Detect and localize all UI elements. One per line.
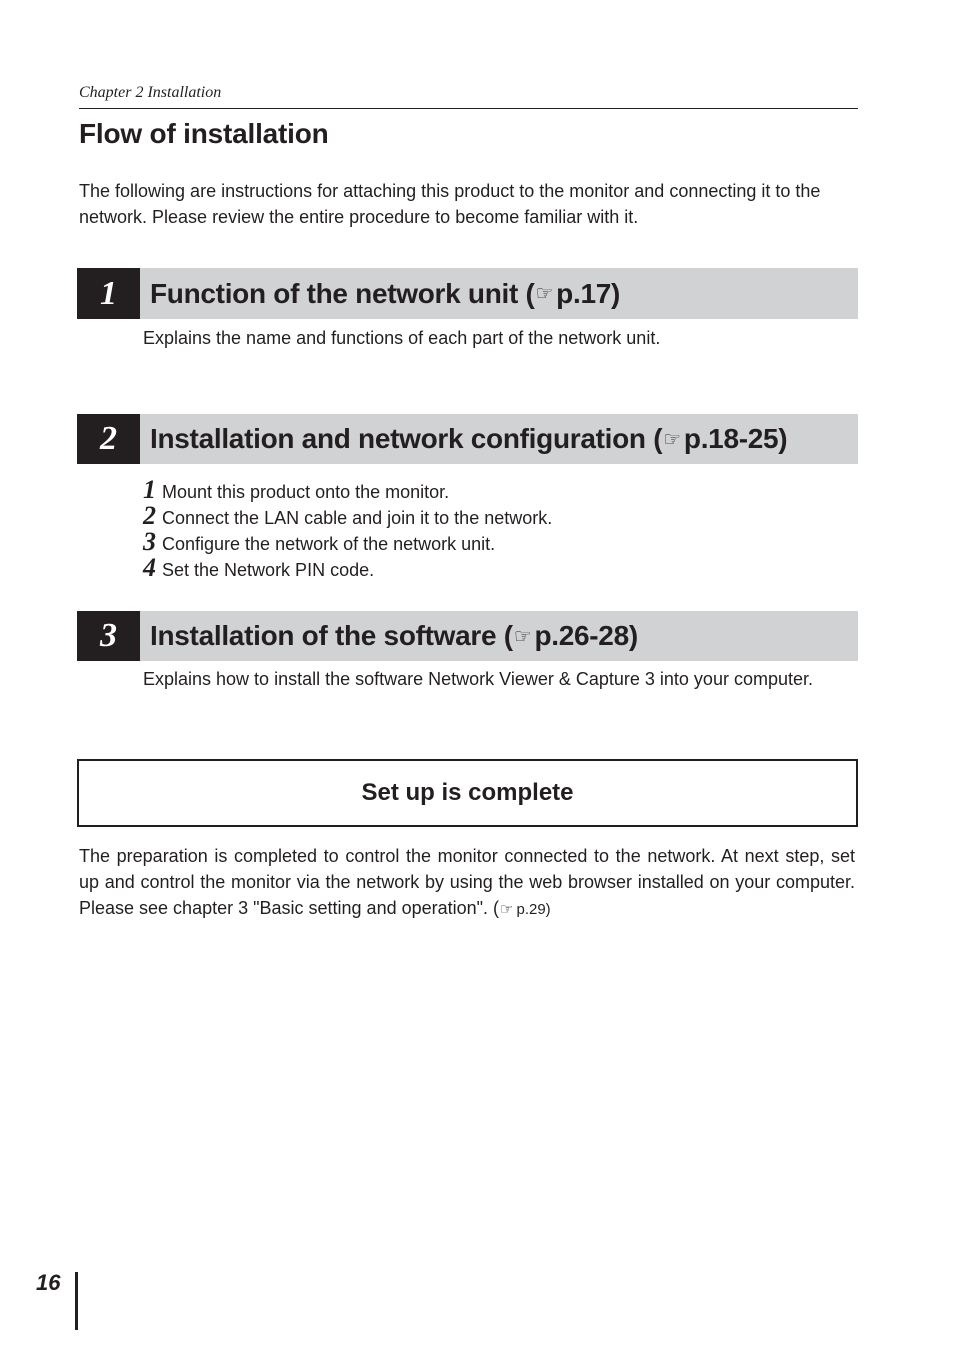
section-3-title <box>150 611 638 661</box>
list-item <box>143 475 552 504</box>
page-number-bar <box>75 1272 78 1330</box>
section-2-steps <box>143 475 553 582</box>
section-2-header <box>77 414 858 464</box>
step-number: 2 <box>143 501 156 530</box>
page-number: 16 <box>36 1270 61 1295</box>
step-text: Connect the LAN cable and join it to the network. <box>162 508 553 528</box>
list-item <box>143 527 552 556</box>
step-text: Set the Network PIN code. <box>162 560 375 580</box>
list-item <box>143 553 552 582</box>
section-1-header <box>77 268 858 319</box>
section-title-text: Installation of the software ( <box>150 620 513 651</box>
chapter-header: Chapter 2 Installation <box>79 84 222 101</box>
step-text: Configure the network of the network unit. <box>162 534 496 554</box>
section-3-header <box>77 611 858 661</box>
page-reference[interactable]: p.29) <box>516 901 551 918</box>
step-number: 3 <box>143 527 156 556</box>
section-3-description: Explains how to install the software Network Viewer & Capture 3 into your computer. <box>143 669 813 689</box>
page-title: Flow of installation <box>79 118 329 149</box>
header-rule <box>79 108 858 109</box>
page-reference[interactable]: p.18-25) <box>683 423 788 454</box>
setup-complete-box: Set up is complete <box>77 759 858 827</box>
section-1-description: Explains the name and functions of each part of the network unit. <box>143 328 661 348</box>
section-2-title <box>150 414 787 464</box>
section-title-text: Function of the network unit ( <box>150 277 535 309</box>
section-title-text: Installation and network configuration ( <box>150 423 663 454</box>
step-text: Mount this product onto the monitor. <box>162 482 450 502</box>
section-number: 1 <box>77 268 140 319</box>
pointing-hand-icon: ☞ <box>500 901 514 918</box>
outro-paragraph <box>79 843 855 923</box>
section-1-title <box>150 268 620 319</box>
pointing-hand-icon: ☞ <box>513 625 532 648</box>
step-number: 1 <box>143 475 156 504</box>
intro-paragraph: The following are instructions for attaching this product to the monitor and connecting it to the network. Please review the entire procedure to become familiar with it. <box>79 181 821 227</box>
section-number: 2 <box>77 414 140 464</box>
page-reference[interactable]: p.17) <box>556 277 621 309</box>
pointing-hand-icon: ☞ <box>663 428 681 451</box>
section-number: 3 <box>77 611 140 661</box>
step-number: 4 <box>143 553 156 582</box>
pointing-hand-icon: ☞ <box>535 283 554 305</box>
page-reference[interactable]: p.26-28) <box>534 620 638 651</box>
list-item <box>143 501 553 530</box>
outro-text: The preparation is completed to control the monitor connected to the network. At next step, set up and control the monitor via the network by using the web browser installed on your computer. Please see chapter 3 "Basic setting and operation". ( <box>79 846 855 918</box>
